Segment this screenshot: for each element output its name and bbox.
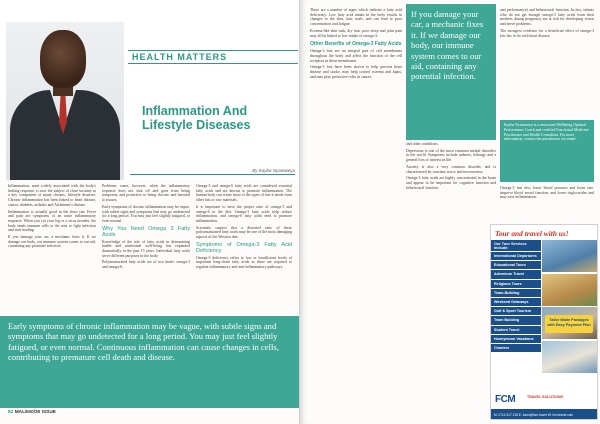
author-bio-box: Kayba Nyamweya is a renowned Wellbeing Optimal Performance Coach and certified Functional Medicine Practitioner and Health Consultant. For more information, contact the practitioner via email. [500,120,594,182]
pull-quote: Early symptoms of chronic inflammation may be vague, with subtle signs and symptoms that may go undetected for a long period. You may just feel slightly fatigued, or even normal. Continuous inflammation can cause changes in cells, contributing to premature cell death and disease. [0,316,300,408]
paragraph: Inflammation is actually good in the short run. Fever and pain are symptoms of an acute inflammatory response. When you cut your leg or a virus invades, the body sends immune cells to the area to fight infection and start healing. [8,209,96,233]
paragraph: Eczema-like skin rash, dry hair, poor sleep and joint pain may all be linked to low intake of omega-3. [310,28,402,38]
travel-advert[interactable] [490,224,598,420]
ad-photo [542,341,598,373]
ad-services-list [491,240,541,353]
paragraph: Inflammation, most widely associated with the body's healing response, is now the subject of close scrutiny as a key component of many chronic, lifestyle diseases. Chronic inflammation has been linked to heart disease, cancer, diabetes, arthritis and Alzheimer's disease. [8,184,96,207]
ad-photo [542,274,598,306]
ad-service: Student Travel [491,326,541,335]
ad-services-header: Our Tour Services Include: [491,240,541,251]
right-column-1 [310,8,402,81]
ad-service: Honeymoon Vacations [491,335,541,344]
paragraph: Anxiety is also a very common disorder, and is characterized by constant worry and nervousness. [406,164,496,174]
ad-service: Educational Tours [491,261,541,270]
ad-logo-subtitle: TRAVEL SOLUTIONS [527,395,564,399]
ad-photo [542,240,598,272]
article-title: Inflammation And Lifestyle Diseases [142,104,251,132]
paragraph: Polyunsaturated fatty acids are of two kinds: omega-3 and omega-6. [102,260,190,270]
right-column-3 [500,8,594,40]
paragraph: Scientists suspect that a distorted ratio of these polyunsaturated fatty acids may be one of the most damaging aspects of the Western diet. [196,225,292,240]
paragraph: Omega-3 fats also lower blood pressure and heart rate, improve blood vessel function, and lower triglycerides and may ease inflammation. [500,186,594,200]
paragraph: Omega-3 fats have been shown to help prevent heart disease and stroke, may help control eczema and lupus, and may play protective roles in cancer. [310,65,402,79]
right-column-2 [406,142,496,192]
paragraph: Omega-3 fatty acids are highly concentrated in the brain and appear to be important for cognitive function and behavioural function. [406,176,496,190]
paragraph: Knowledge of the role of fatty acids in determining health and nutritional well-being has expanded dramatically in the past 15 years. Individual fatty acids serve different purposes in the body. [102,239,190,258]
paragraph: The strongest evidence for a beneficial effect of omega-3 fats has to do with heart disease. [500,28,594,38]
paragraph: Problems come, however, when the inflammatory response does not shut off and goes from being temporary and protective to being chronic and harmful to tissues. [102,184,190,203]
ad-logo: FCM [495,394,516,405]
paragraph: It is important to have the proper ratio of omega-3 and omega-6 in the diet. Omega-3 fatty acids help reduce inflammation, and omega-6 fatty acids tend to promote inflammation. [196,204,292,223]
ad-service: Golf & Sport Tourism [491,307,541,316]
ad-service: International Departures [491,252,541,261]
ad-service: Team Building [491,316,541,325]
page-footer [8,410,56,415]
paragraph: Omega-3 deficiency refers to low or insufficient levels of important long-chain fatty acids as these are required to regulate inflammatory and anti-inflammatory pathways. [196,255,292,270]
ad-offer-badge: Tailor Made Packages with Easy Payment Plan [545,315,593,333]
subheading: Symptoms of Omega-3 Fatty Acid Deficiency [196,241,292,254]
paragraph: There are a number of signs which indicate a fatty acid deficiency. Low fatty acid intake in the body results in changes to the skin, hair, nails, and can lead to poor concentration and fatigue. [310,8,402,27]
right-column-3-continued [500,186,594,202]
ad-contacts: M: 0714 417 218 E: tours@fcm.travel W: fcm.travel.com [491,409,598,420]
subheading: Other Benefits of Omega-3 Fatty Acids [310,41,402,48]
ad-service: Team-Building [491,289,541,298]
issue-label: MALE50/30 ISSUE [14,410,57,415]
author-photo [6,22,124,180]
right-page [300,0,600,424]
paragraph: and other conditions. [406,142,439,146]
paragraph: If you damage your car, a mechanic fixes it. If we damage our body, our immune system comes to our aid, containing any potential infection. [8,235,96,249]
paragraph: Omega-3 and omega-6 fatty acids are considered essential fatty acids and are known to promote inflammation. The human body can create most of the types of fats it needs from other fats or raw materials. [196,184,292,203]
subheading: Why You Need Omega 3 Fatty Acids [102,225,190,238]
left-column-1 [8,184,96,251]
paragraph: Early symptoms of chronic inflammation may be vague, with subtle signs and symptoms that may go undetected for a long period. You may just feel slightly fatigued, or even normal. [102,204,190,223]
ad-title: Tour and travel with us! [495,229,569,238]
ad-service: Charters [491,344,541,353]
hero [0,0,300,180]
paragraph: and performance) and behavioural function. In fact, infants who do not get enough omega-3 fatty acids from their mothers during pregnancy are at risk for developing vision and nerve problems. [500,8,594,27]
ad-service: Adventure Travel [491,270,541,279]
section-tag: HEALTH MATTERS [128,50,298,64]
left-column-3 [196,184,292,272]
page-number: 82 [8,410,14,415]
pull-quote: If you damage your car, a mechanic fixes it. If we damage our body, our immune system comes to our aid, containing any potential infection. [406,4,496,140]
paragraph: Omega-3 fats are an integral part of cell membranes throughout the body and affect the function of the cell receptors in these membranes. [310,49,402,63]
left-column-2 [102,184,190,272]
ad-photo-stack [542,240,598,372]
ad-service: Weekend Getaways [491,298,541,307]
byline: By Kayba Nyamweya [130,168,295,175]
ad-service: Religious Tours [491,280,541,289]
paragraph: Depression is one of the most common mental disorders in the world. Symptoms include sadness, lethargy and a general loss of interest in life. [406,148,496,163]
